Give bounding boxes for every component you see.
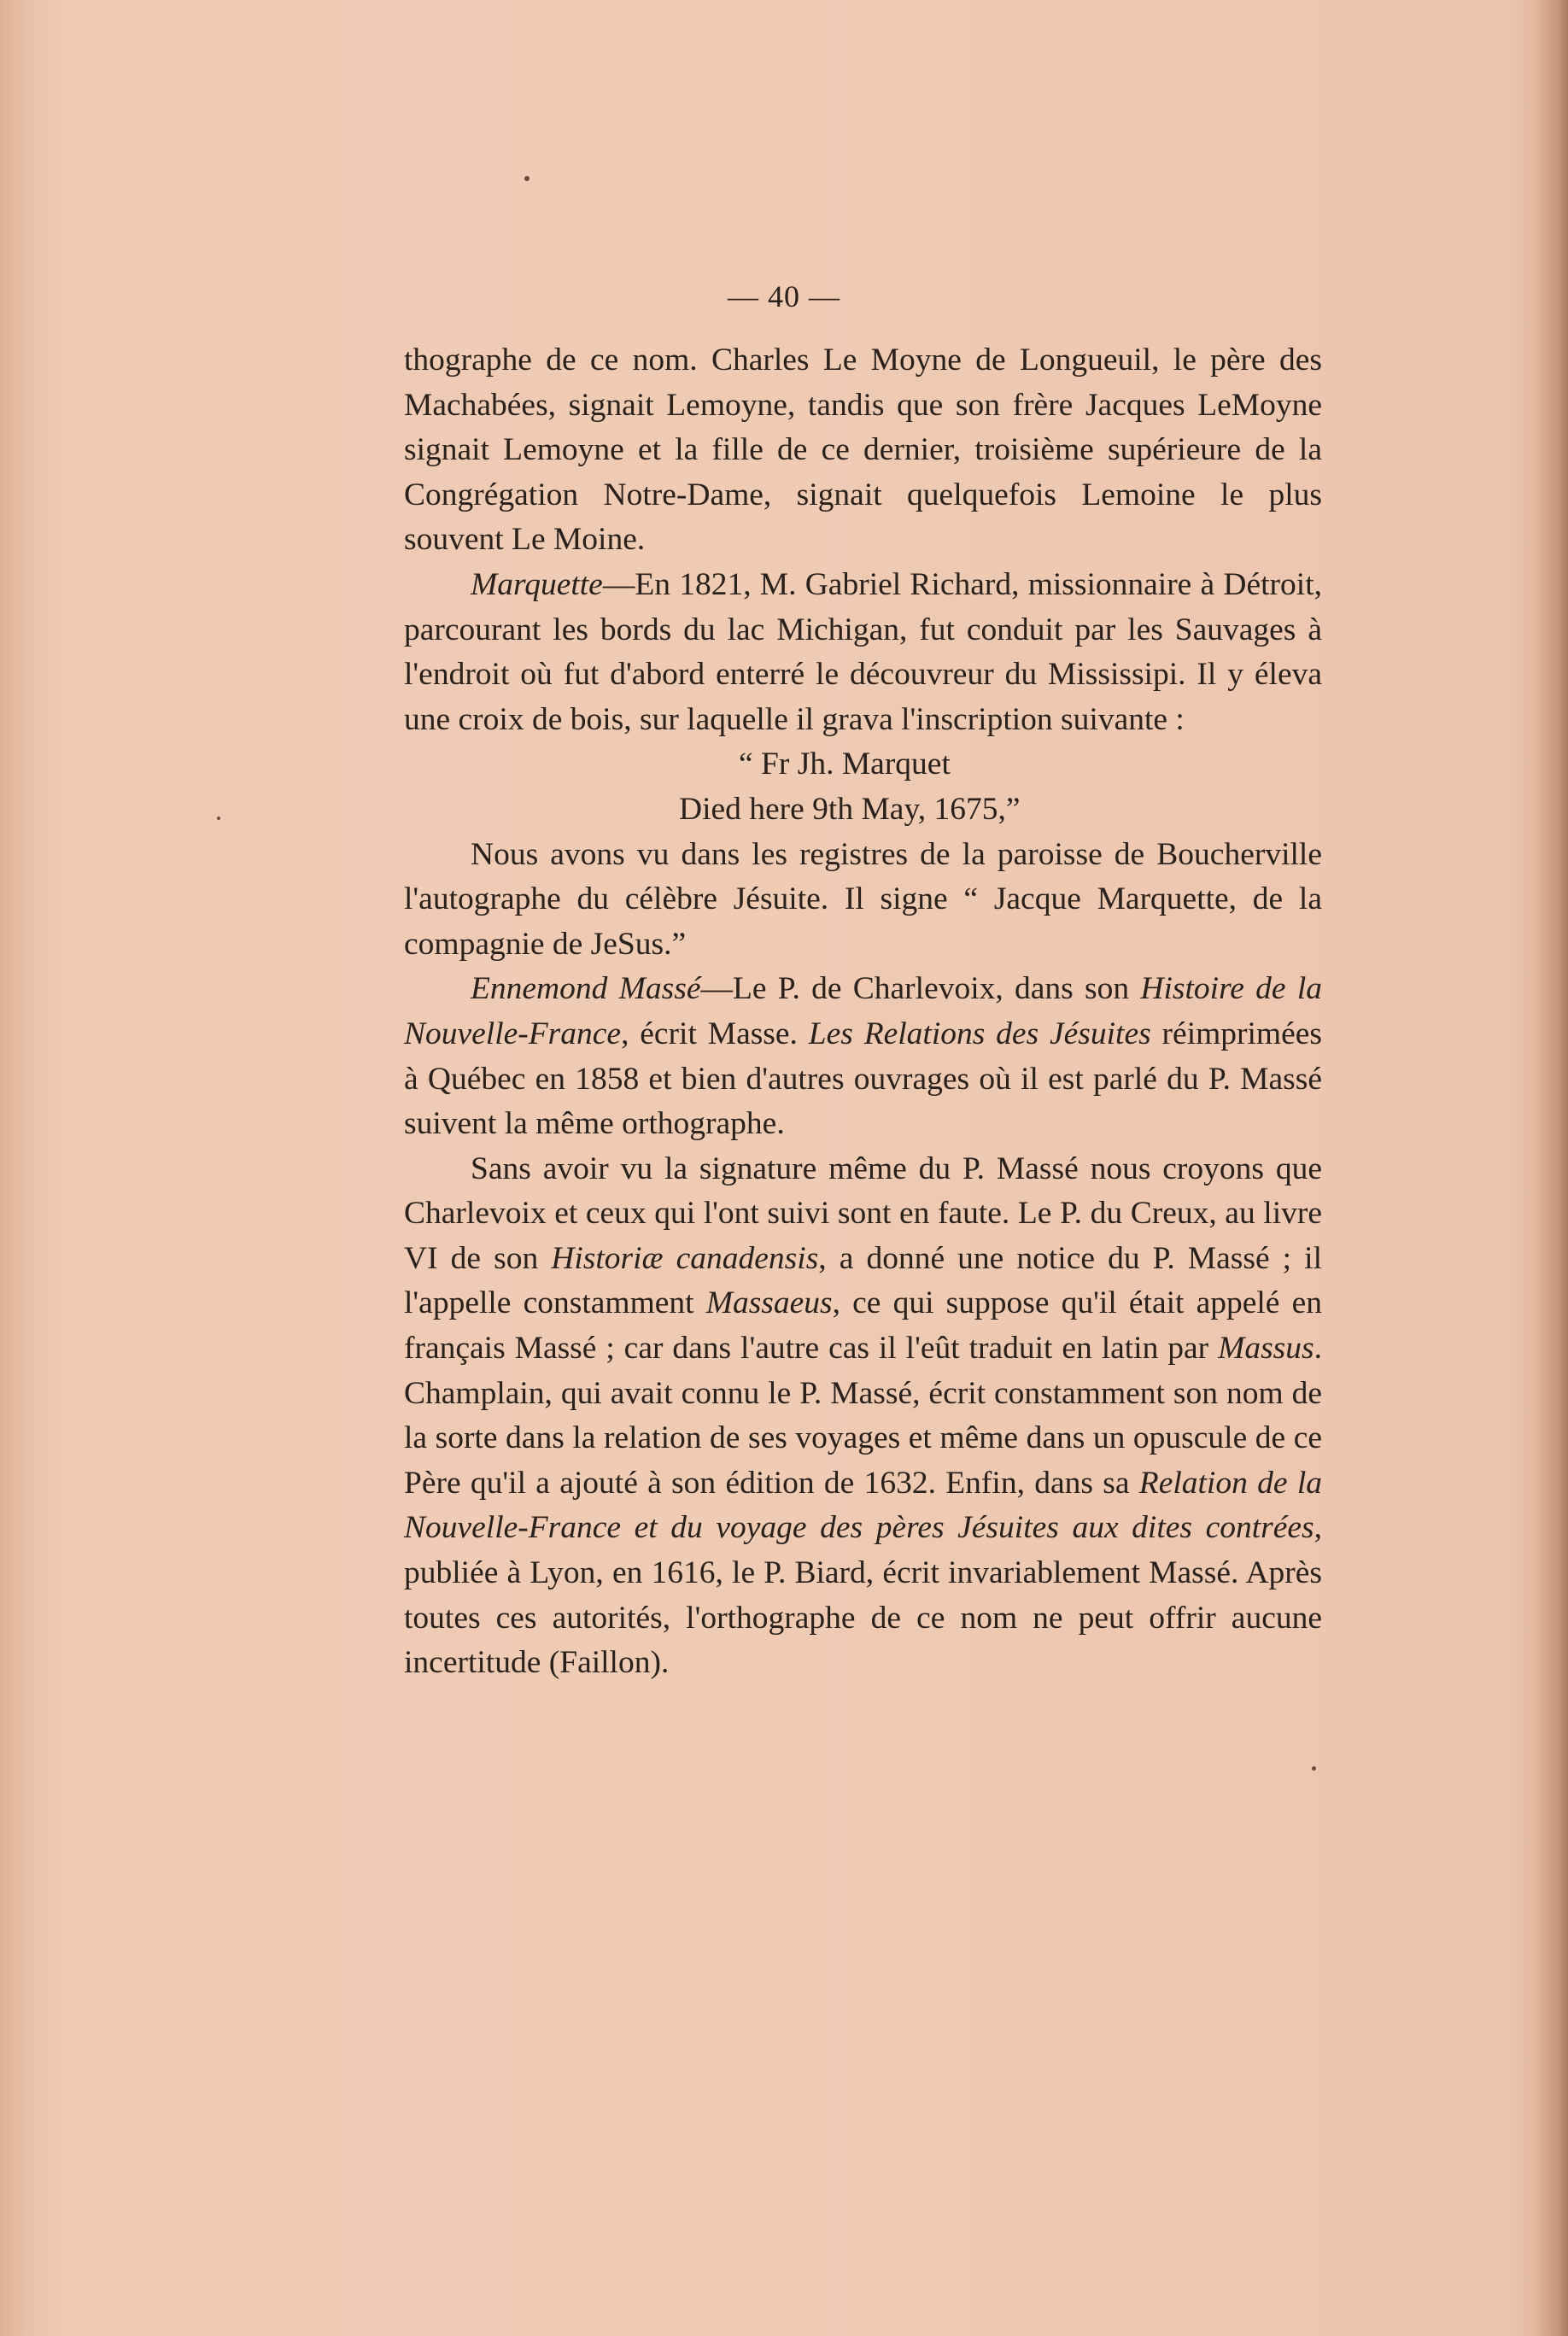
signature-name-massaeus: Massaeus <box>705 1285 833 1321</box>
signature-text-e: , publiée à Lyon, en 1616, le P. Biard, écrit invariablement Massé. Après toutes ces autorités, l'orthographe de ce nom ne peut offrir aucune incertitude (Faillon). <box>404 1510 1322 1681</box>
page-left-edge <box>0 0 39 2336</box>
inscription-line-1: “ Fr Jh. Marquet <box>739 746 951 782</box>
paragraph-marquette <box>404 563 1322 742</box>
ink-speck <box>1312 1766 1316 1771</box>
page-right-edge <box>1534 0 1568 2336</box>
inscription-line-2: Died here 9th May, 1675,” <box>679 791 1021 827</box>
signature-name-massus: Massus <box>1218 1331 1314 1367</box>
signature-text-a: Sans avoir vu la signature même du P. Massé nous croyons que Charlevoix et ceux qui l'ont suivi sont en faute. Le P. du Creux, au livre VI de son <box>404 1150 1322 1276</box>
signature-text-d: . Champlain, qui avait connu le P. Massé, écrit constamment son nom de la sorte dans la relation de ses voyages et même dans un opuscule de ce Père qu'il a ajouté à son édition de 1632. Enfin, dans sa <box>404 1331 1322 1501</box>
signature-text-b: , a donné une notice du P. Massé ; il l'appelle constamment <box>404 1240 1323 1321</box>
signature-title-historiae: Historiæ canadensis <box>551 1240 819 1276</box>
body-text <box>404 338 1322 1686</box>
ink-speck <box>524 176 529 181</box>
signature-text-c: , ce qui suppose qu'il était appelé en français Massé ; car dans l'autre cas il l'eût traduit en latin par <box>404 1285 1322 1367</box>
marquette-text: —En 1821, M. Gabriel Richard, missionnaire à Détroit, parcourant les bords du lac Michigan, fut conduit par les Sauvages à l'endroit où fut d'abord enterré le découvreur du Mississipi. Il y éleva une croix de bois, sur laquelle il grava l'inscription suivante : <box>404 566 1322 737</box>
masse-title-histoire: Histoire de la Nouvelle-France <box>404 971 1323 1051</box>
masse-text-a: —Le P. de Charlevoix, dans son <box>700 971 1141 1007</box>
marquette-heading: Marquette <box>471 566 603 602</box>
paragraph-longueuil: thographe de ce nom. Charles Le Moyne de Longueuil, le père des Machabées, signait Lemoyne, tandis que son frère Jacques LeMoyne signait Lemoyne et la fille de ce dernier, troisième supérieure de la Congrégation Notre-Dame, signait quelquefois Lemoine le plus souvent Le Moine. <box>404 342 1322 558</box>
page-number: — 40 — <box>728 279 840 313</box>
paragraph-signature <box>404 1147 1322 1686</box>
masse-text-c: réimprimées à Québec en 1858 et bien d'autres ouvrages où il est parlé du P. Massé suivent la même orthographe. <box>404 1016 1322 1142</box>
masse-heading: Ennemond Massé <box>471 971 701 1007</box>
signature-title-relation: Relation de la Nouvelle-France et du voyage des pères Jésuites aux dites contrées <box>404 1465 1322 1546</box>
masse-text-b: , écrit Masse. <box>621 1016 809 1051</box>
ink-speck <box>217 817 220 820</box>
masse-title-relations: Les Relations des Jésuites <box>808 1016 1151 1051</box>
paragraph-boucherville: Nous avons vu dans les registres de la paroisse de Boucherville l'autographe du célèbre Jésuite. Il signe “ Jacque Marquette, de la compagnie de JeSus.” <box>404 836 1322 962</box>
paragraph-masse <box>404 967 1322 1146</box>
